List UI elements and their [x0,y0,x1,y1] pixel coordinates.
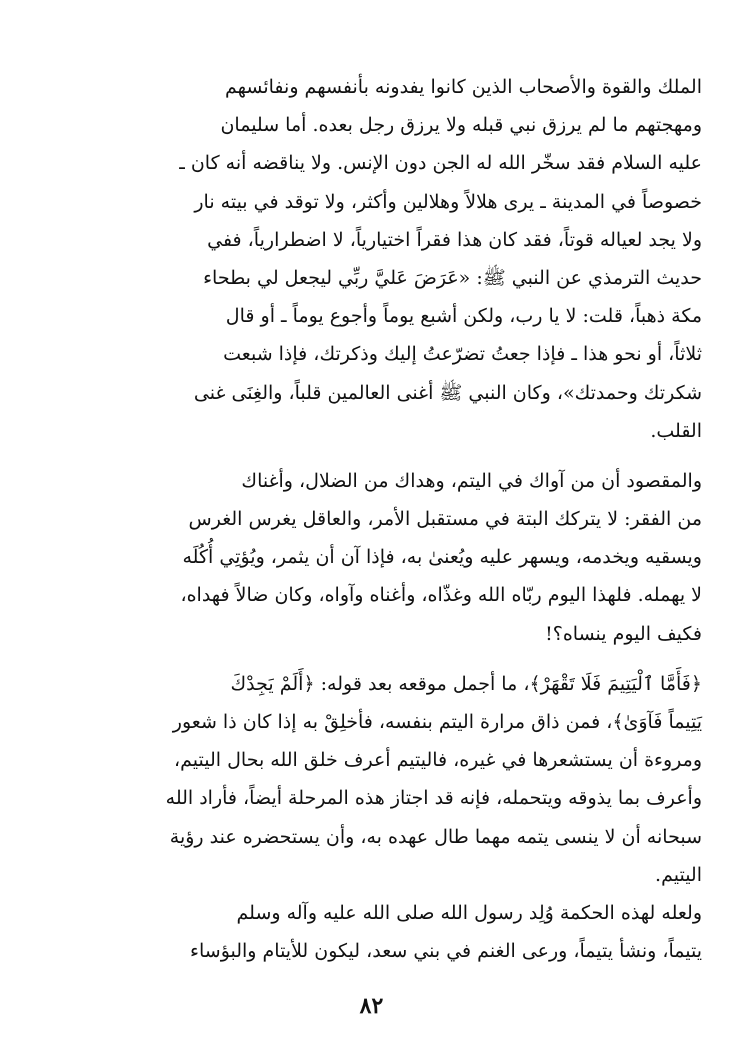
text-line: وأعرف بما يذوقه ويتحمله، فإنه قد اجتاز هذه المرحلة أيضاً، فأراد الله [165,787,702,810]
text-line: ولا يجد لعياله قوتاً، فقد كان هذا فقراً اختيارياً، لا اضطرارياً، ففي [207,228,702,251]
text-line: خصوصاً في المدينة ـ يرى هلالاً وهلالين وأكثر، ولا توقد في بيته نار [194,190,702,213]
text-line: شكرتك وحمدتك»، وكان النبي ﷺ أغنى العالمين قلباً، والغِنَى غنى [193,381,702,404]
text-line: فكيف اليوم ينساه؟! [545,622,702,645]
body-text [66,68,702,970]
paragraph-spacer [66,653,702,665]
text-line: ثلاثاً، أو نحو هذا ـ فإذا جعتُ تضرّعتُ إليك وذكرتك، فإذا شبعت [223,343,702,366]
text-line: ولعله لهذه الحكمة وُلِد رسول الله صلى الله عليه وآله وسلم [236,901,702,924]
text-line: ومروءة أن يستشعرها في غيره، فاليتيم أعرف خلق الله بحال اليتيم، [174,749,702,772]
text-line: الملك والقوة والأصحاب الذين كانوا يفدونه بأنفسهم ونفائسهم [225,76,702,98]
text-line: يتيماً، ونشأ يتيماً، ورعى الغنم في بني سعد، ليكون للأيتام والبؤساء [190,940,702,963]
text-line: عليه السلام فقد سخّر الله له الجن دون الإنس. ولا يناقضه أنه كان ـ [179,152,702,175]
paragraph-4 [66,894,702,970]
text-line: من الفقر: لا يتركك البتة في مستقبل الأمر، والعاقل يغرس الغرس [188,508,702,531]
text-line: اليتيم. [655,863,702,886]
text-line: ومهجتهم ما لم يرزق نبي قبله ولا يرزق رجل بعده. أما سليمان [220,114,702,137]
paragraph-2 [66,462,702,653]
text-line: سبحانه أن لا ينسى يتمه مهما طال عهده به، وأن يستحضره عند رؤية [169,825,702,848]
text-line: ويسقيه ويخدمه، ويسهر عليه ويُعنىٰ به، فإذا آن أن يثمر، ويُؤتِي أُكُلَه [182,546,702,569]
paragraph-spacer [66,450,702,462]
page-number: ٨٢ [359,993,384,1019]
text-line: والمقصود أن من آواك في اليتم، وهداك من الضلال، وأغناك [241,469,702,492]
text-line: القلب. [650,419,702,442]
text-line: حديث الترمذي عن النبي ﷺ: «عَرَضَ عَليَّ ربِّي ليجعل لي بطحاء [203,266,702,289]
text-line: لا يهمله. فلهذا اليوم ربّاه الله وغذّاه، وأغناه وآواه، وكان ضالاً فهداه، [180,584,702,607]
paragraph-1 [66,68,702,450]
text-line: مكة ذهباً، قلت: لا يا رب، ولكن أشبع يوماً وأجوع يوماً ـ أو قال [225,305,702,328]
paragraph-3 [66,665,702,894]
text-line: ﴿فَأَمَّا ٱلْيَتِيمَ فَلَا تَقْهَرْ﴾، ما أجمل موقعه بعد قوله: ﴿أَلَمْ يَجِدْكَ [230,672,702,695]
text-line: يَتِيماً فَآوَىٰ﴾، فمن ذاق مرارة اليتم بنفسه، فأخلِقْ به إذا كان ذا شعور [172,711,702,733]
